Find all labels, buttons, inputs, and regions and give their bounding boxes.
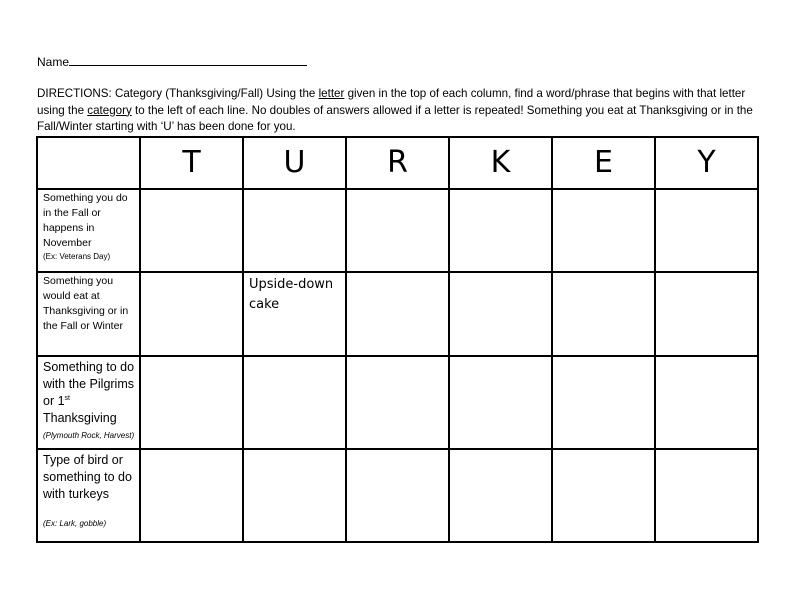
category-cell (37, 356, 140, 449)
category-label: Type of bird or something to do with turkeys (43, 453, 132, 501)
category-cell (37, 189, 140, 272)
corner-cell (37, 137, 140, 189)
answer-cell[interactable] (449, 356, 552, 449)
category-example: (Ex: Veterans Day) (43, 252, 111, 261)
answer-cell[interactable] (346, 189, 449, 272)
table-row (37, 272, 758, 356)
answer-cell[interactable] (449, 189, 552, 272)
letter-header-u: U (243, 137, 346, 189)
table-row (37, 356, 758, 449)
answer-cell[interactable] (140, 189, 243, 272)
answer-cell[interactable] (243, 449, 346, 542)
answer-cell[interactable] (655, 449, 758, 542)
answer-cell[interactable] (243, 189, 346, 272)
directions-text-1: Category (Thanksgiving/Fall) Using the (111, 87, 319, 100)
letter-header-t: T (140, 137, 243, 189)
category-cell (37, 272, 140, 356)
table-row (37, 189, 758, 272)
answer-cell[interactable] (655, 356, 758, 449)
answer-cell[interactable] (140, 356, 243, 449)
answer-cell[interactable] (449, 272, 552, 356)
category-example: (Ex: Lark, gobble) (43, 519, 107, 528)
directions-text-2: given in the top of each column, find a word/phrase that begins with that letter using the (37, 87, 746, 117)
answer-cell[interactable] (449, 449, 552, 542)
category-label-superscript: st (64, 394, 70, 402)
category-label-part-b: Thanksgiving (43, 411, 117, 425)
category-label: Something you do in the Fall or happens in November (43, 192, 128, 249)
directions-label: DIRECTIONS: (37, 87, 112, 100)
answer-cell[interactable] (655, 189, 758, 272)
category-example: (Plymouth Rock, Harvest) (43, 431, 135, 440)
answer-cell[interactable] (243, 356, 346, 449)
name-label: Name (37, 55, 70, 69)
letter-header-k: K (449, 137, 552, 189)
filled-answer: Upside-down cake (249, 277, 334, 312)
name-field (37, 54, 307, 69)
letter-header-y: Y (655, 137, 758, 189)
answer-cell[interactable] (552, 189, 655, 272)
answer-cell[interactable] (346, 449, 449, 542)
letter-header-r: R (346, 137, 449, 189)
category-label (38, 357, 139, 427)
name-blank-line[interactable] (69, 54, 307, 66)
answer-cell[interactable] (243, 272, 346, 356)
answer-cell[interactable] (552, 272, 655, 356)
letter-header-e: E (552, 137, 655, 189)
directions-paragraph (37, 86, 757, 136)
answer-cell[interactable] (140, 449, 243, 542)
answer-cell[interactable] (346, 272, 449, 356)
answer-cell[interactable] (655, 272, 758, 356)
directions-underlined-category: category (87, 103, 132, 117)
turkey-grid-table (36, 136, 759, 543)
directions-underlined-letter: letter (318, 87, 345, 100)
table-row (37, 449, 758, 542)
answer-cell[interactable] (140, 272, 243, 356)
header-row (37, 137, 758, 189)
answer-cell[interactable] (552, 449, 655, 542)
answer-cell[interactable] (346, 356, 449, 449)
category-label: Something you would eat at Thanksgiving or in the Fall or Winter (43, 275, 129, 332)
directions-text-3: to the left of each line. No doubles of answers allowed if a letter is repeated! Something you eat at Thanksgiving or in the Fall/Winter starting with ‘U’ has been done for you. (37, 103, 753, 133)
category-cell (37, 449, 140, 542)
answer-cell[interactable] (552, 356, 655, 449)
category-label-part-a: Something to do with the Pilgrims or 1 (43, 360, 135, 408)
